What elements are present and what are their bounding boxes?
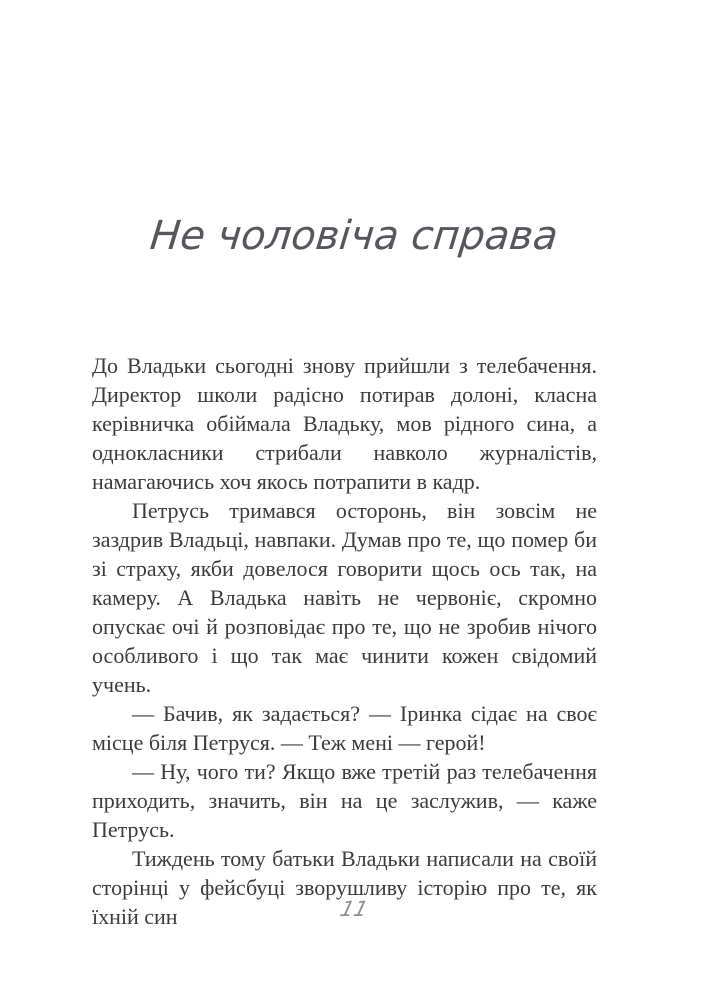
page-number: 11 <box>337 897 371 921</box>
paragraph: — Ну, чого ти? Якщо вже третій раз телебачення приходить, значить, він на це заслужив, — каже Петрусь. <box>92 759 597 842</box>
paragraph: — Бачив, як задається? — Іринка сідає на своє місце біля Петруся. — Теж мені — герой! <box>92 701 597 755</box>
paragraph: Тиждень тому батьки Владьки написали на своїй сторінці у фейсбуці зворушливу історію про те, як їхній син <box>92 846 597 929</box>
paragraph: Петрусь тримався осторонь, він зовсім не заздрив Владьці, навпаки. Думав про те, що помер би зі страху, якби довелося говорити щось ось так, на камеру. А Владька навіть не червоніє, скромно опускає очі й розповідає про те, що не зробив нічого особливого і що так має чинити кожен свідомий учень. <box>92 498 597 697</box>
chapter-title: Не чоловіча справа <box>147 212 561 259</box>
paragraph: До Владьки сьогодні знову прийшли з телебачення. Директор школи радісно потирав долоні, класна керівничка обіймала Владьку, мов рідного сина, а однокласники стрибали навколо журналістів, намагаючись хоч якось потрапити в кадр. <box>92 353 597 494</box>
body-text <box>92 351 597 931</box>
